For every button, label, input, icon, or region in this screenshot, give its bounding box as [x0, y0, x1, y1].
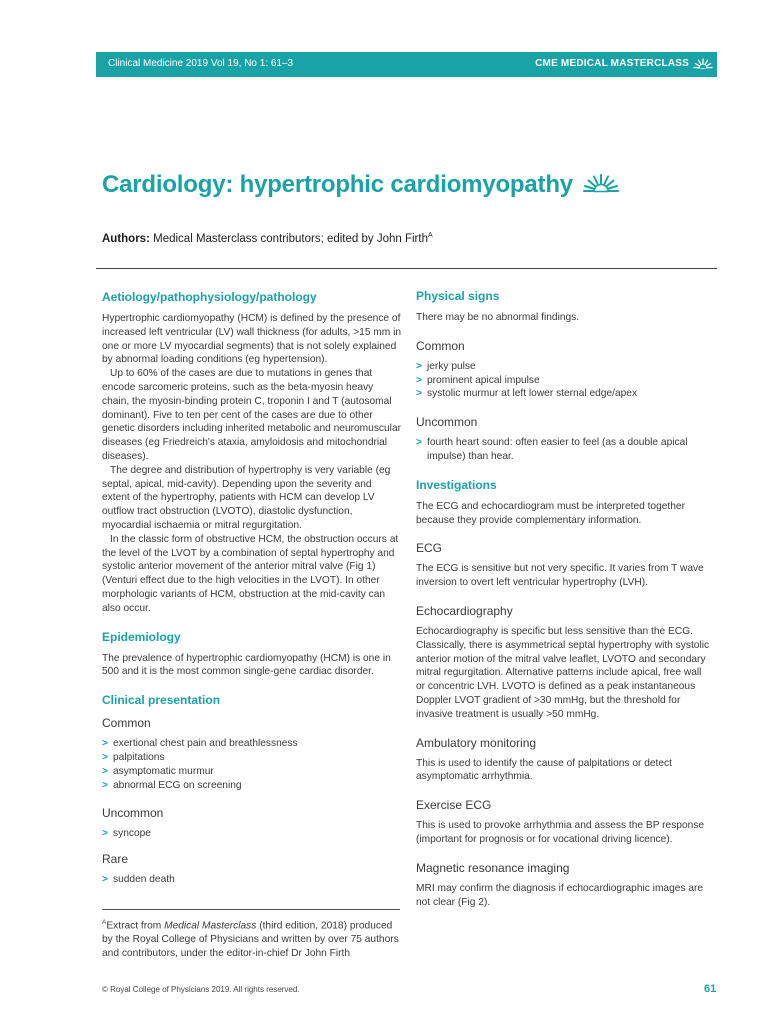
exercise-ecg-paragraph: This is used to provoke arrhythmia and assess the BP response (important for prognosis or for vocational driving licence).: [416, 820, 705, 845]
clinical-rare-list: [102, 873, 402, 887]
physical-common-list: [416, 360, 712, 401]
footnote-text-post: (third edition, 2018) produced by the Royal College of Physicians and written by over 75 authors and contributors, under the editor-in-chief Dr John Firth: [102, 920, 399, 960]
right-column: [416, 288, 712, 909]
authors-text: Medical Masterclass contributors; edited by John Firth: [153, 232, 428, 245]
sunburst-logo-icon: [693, 56, 713, 73]
investigations-heading: Investigations: [416, 477, 497, 492]
list-item: > sudden death: [102, 873, 402, 887]
authors-label: Authors:: [102, 232, 150, 245]
epidemiology-heading: Epidemiology: [102, 629, 181, 644]
aetiology-heading: Aetiology/pathophysiology/pathology: [102, 290, 317, 304]
clinical-common-list: [102, 737, 402, 792]
article-title: Cardiology: hypertrophic cardiomyopathy: [102, 170, 573, 198]
mri-paragraph: MRI may confirm the diagnosis if echocardiographic images are not clear (Fig 2).: [416, 882, 704, 908]
aetiology-paragraph-4: In the classic form of obstructive HCM, the obstruction occurs at the level of the LVOT by a combination of septal hypertrophy and systolic anterior movement of the anterior mitral valve (Fig 1) (Venturi effect due to the high velocities in the LVOT). In other morphologic variants of HCM, obstruction at the mid-cavity can also occur.: [102, 533, 399, 614]
journal-citation: Clinical Medicine 2019 Vol 19, No 1: 61–3: [108, 58, 294, 69]
aetiology-paragraph-2: Up to 60% of the cases are due to mutations in genes that encode sarcomeric proteins, such as the beta-myosin heavy chain, the myosin-binding protein C, troponin I and T (autosomal dominant). Five to ten per cent of the cases are due to other genetic disorders including inherited metabolic and neuromuscular diseases (eg Friedreich's ataxia, amyloidosis and mitochondrial diseases).: [102, 368, 402, 462]
authors-footnote-marker: A: [427, 232, 433, 239]
footnote-marker: A: [102, 919, 107, 926]
epidemiology-paragraph: The prevalence of hypertrophic cardiomyopathy (HCM) is one in 500 and it is the most common single-gene cardiac disorder.: [102, 652, 391, 678]
list-item: > prominent apical impulse: [416, 374, 712, 388]
list-item: > syncope: [102, 827, 402, 841]
ecg-heading: ECG: [416, 541, 443, 556]
footnote-text-pre: Extract from: [106, 920, 165, 932]
aetiology-paragraph-3: The degree and distribution of hypertrophy is very variable (eg septal, apical, mid-cavity). Depending upon the severity and extent of the hypertrophy, patients with HCM can develop LV outflow tract obstruction (LVOTO), diastolic dysfunction, myocardial ischaemia or mitral regurgitation.: [102, 464, 391, 531]
list-item: > palpitations: [102, 751, 402, 765]
physical-signs-paragraph: There may be no abnormal findings.: [416, 312, 580, 323]
ecg-paragraph: The ECG is sensitive but not very specific. It varies from T wave inversion to overt left ventricular hypertrophy (LVH).: [416, 563, 704, 589]
list-item: > abnormal ECG on screening: [102, 779, 402, 793]
authors-line: [102, 232, 433, 245]
clinical-uncommon-heading: Uncommon: [102, 806, 164, 821]
clinical-common-heading: Common: [102, 716, 151, 731]
journal-header-bar: [96, 52, 717, 77]
aetiology-paragraph-1: Hypertrophic cardiomyopathy (HCM) is defined by the presence of increased left ventricular (LV) wall thickness (for adults, >15 mm in one or more LV myocardial segments) that is not solely explained by abnormal loading conditions (eg hypertension).: [102, 313, 402, 366]
article-title-block: [102, 170, 619, 199]
mri-heading: Magnetic resonance imaging: [416, 860, 570, 875]
copyright-notice: © Royal College of Physicians 2019. All rights reserved.: [102, 985, 300, 994]
echocardiography-paragraph: Echocardiography is specific but less sensitive than the ECG. Classically, there is asymmetrical septal hypertrophy with systolic anterior motion of the mitral valve leaflet, LVOTO and secondary mitral regurgitation. Alternative patterns include apical, free wall or concentric LVH. LVOTO is defined as a peak instantaneous Doppler LVOT gradient of >30 mmHg, but the threshold for invasive treatment is usually >50 mmHg.: [416, 625, 710, 720]
list-item: > systolic murmur at left lower sternal edge/apex: [416, 387, 712, 401]
footnote-book-title: Medical Masterclass: [164, 920, 257, 932]
left-column: [102, 289, 402, 887]
page-number: 61: [704, 983, 717, 995]
investigations-paragraph: The ECG and echocardiogram must be interpreted together because they provide complementary information.: [416, 500, 685, 526]
list-item: > jerky pulse: [416, 360, 712, 374]
clinical-uncommon-list: [102, 827, 402, 841]
physical-common-heading: Common: [416, 338, 465, 353]
physical-signs-heading: Physical signs: [416, 289, 500, 303]
ambulatory-monitoring-paragraph: This is used to identify the cause of palpitations or detect asymptomatic arrhythmia.: [416, 757, 672, 783]
physical-uncommon-list: [416, 436, 712, 464]
list-item: > exertional chest pain and breathlessness: [102, 737, 402, 751]
exercise-ecg-heading: Exercise ECG: [416, 798, 492, 813]
list-item: > asymptomatic murmur: [102, 765, 402, 779]
footnote-divider: [102, 909, 400, 910]
clinical-presentation-heading: Clinical presentation: [102, 693, 221, 708]
echocardiography-heading: Echocardiography: [416, 603, 513, 618]
sunburst-title-icon: [583, 172, 619, 199]
physical-uncommon-heading: Uncommon: [416, 415, 478, 430]
section-label: CME MEDICAL MASTERCLASS: [535, 58, 689, 69]
clinical-rare-heading: Rare: [102, 852, 129, 867]
footnote: [102, 916, 402, 961]
list-item: > fourth heart sound: often easier to feel (as a double apical impulse) than hear.: [416, 436, 712, 464]
ambulatory-monitoring-heading: Ambulatory monitoring: [416, 735, 537, 750]
header-divider: [96, 268, 717, 269]
